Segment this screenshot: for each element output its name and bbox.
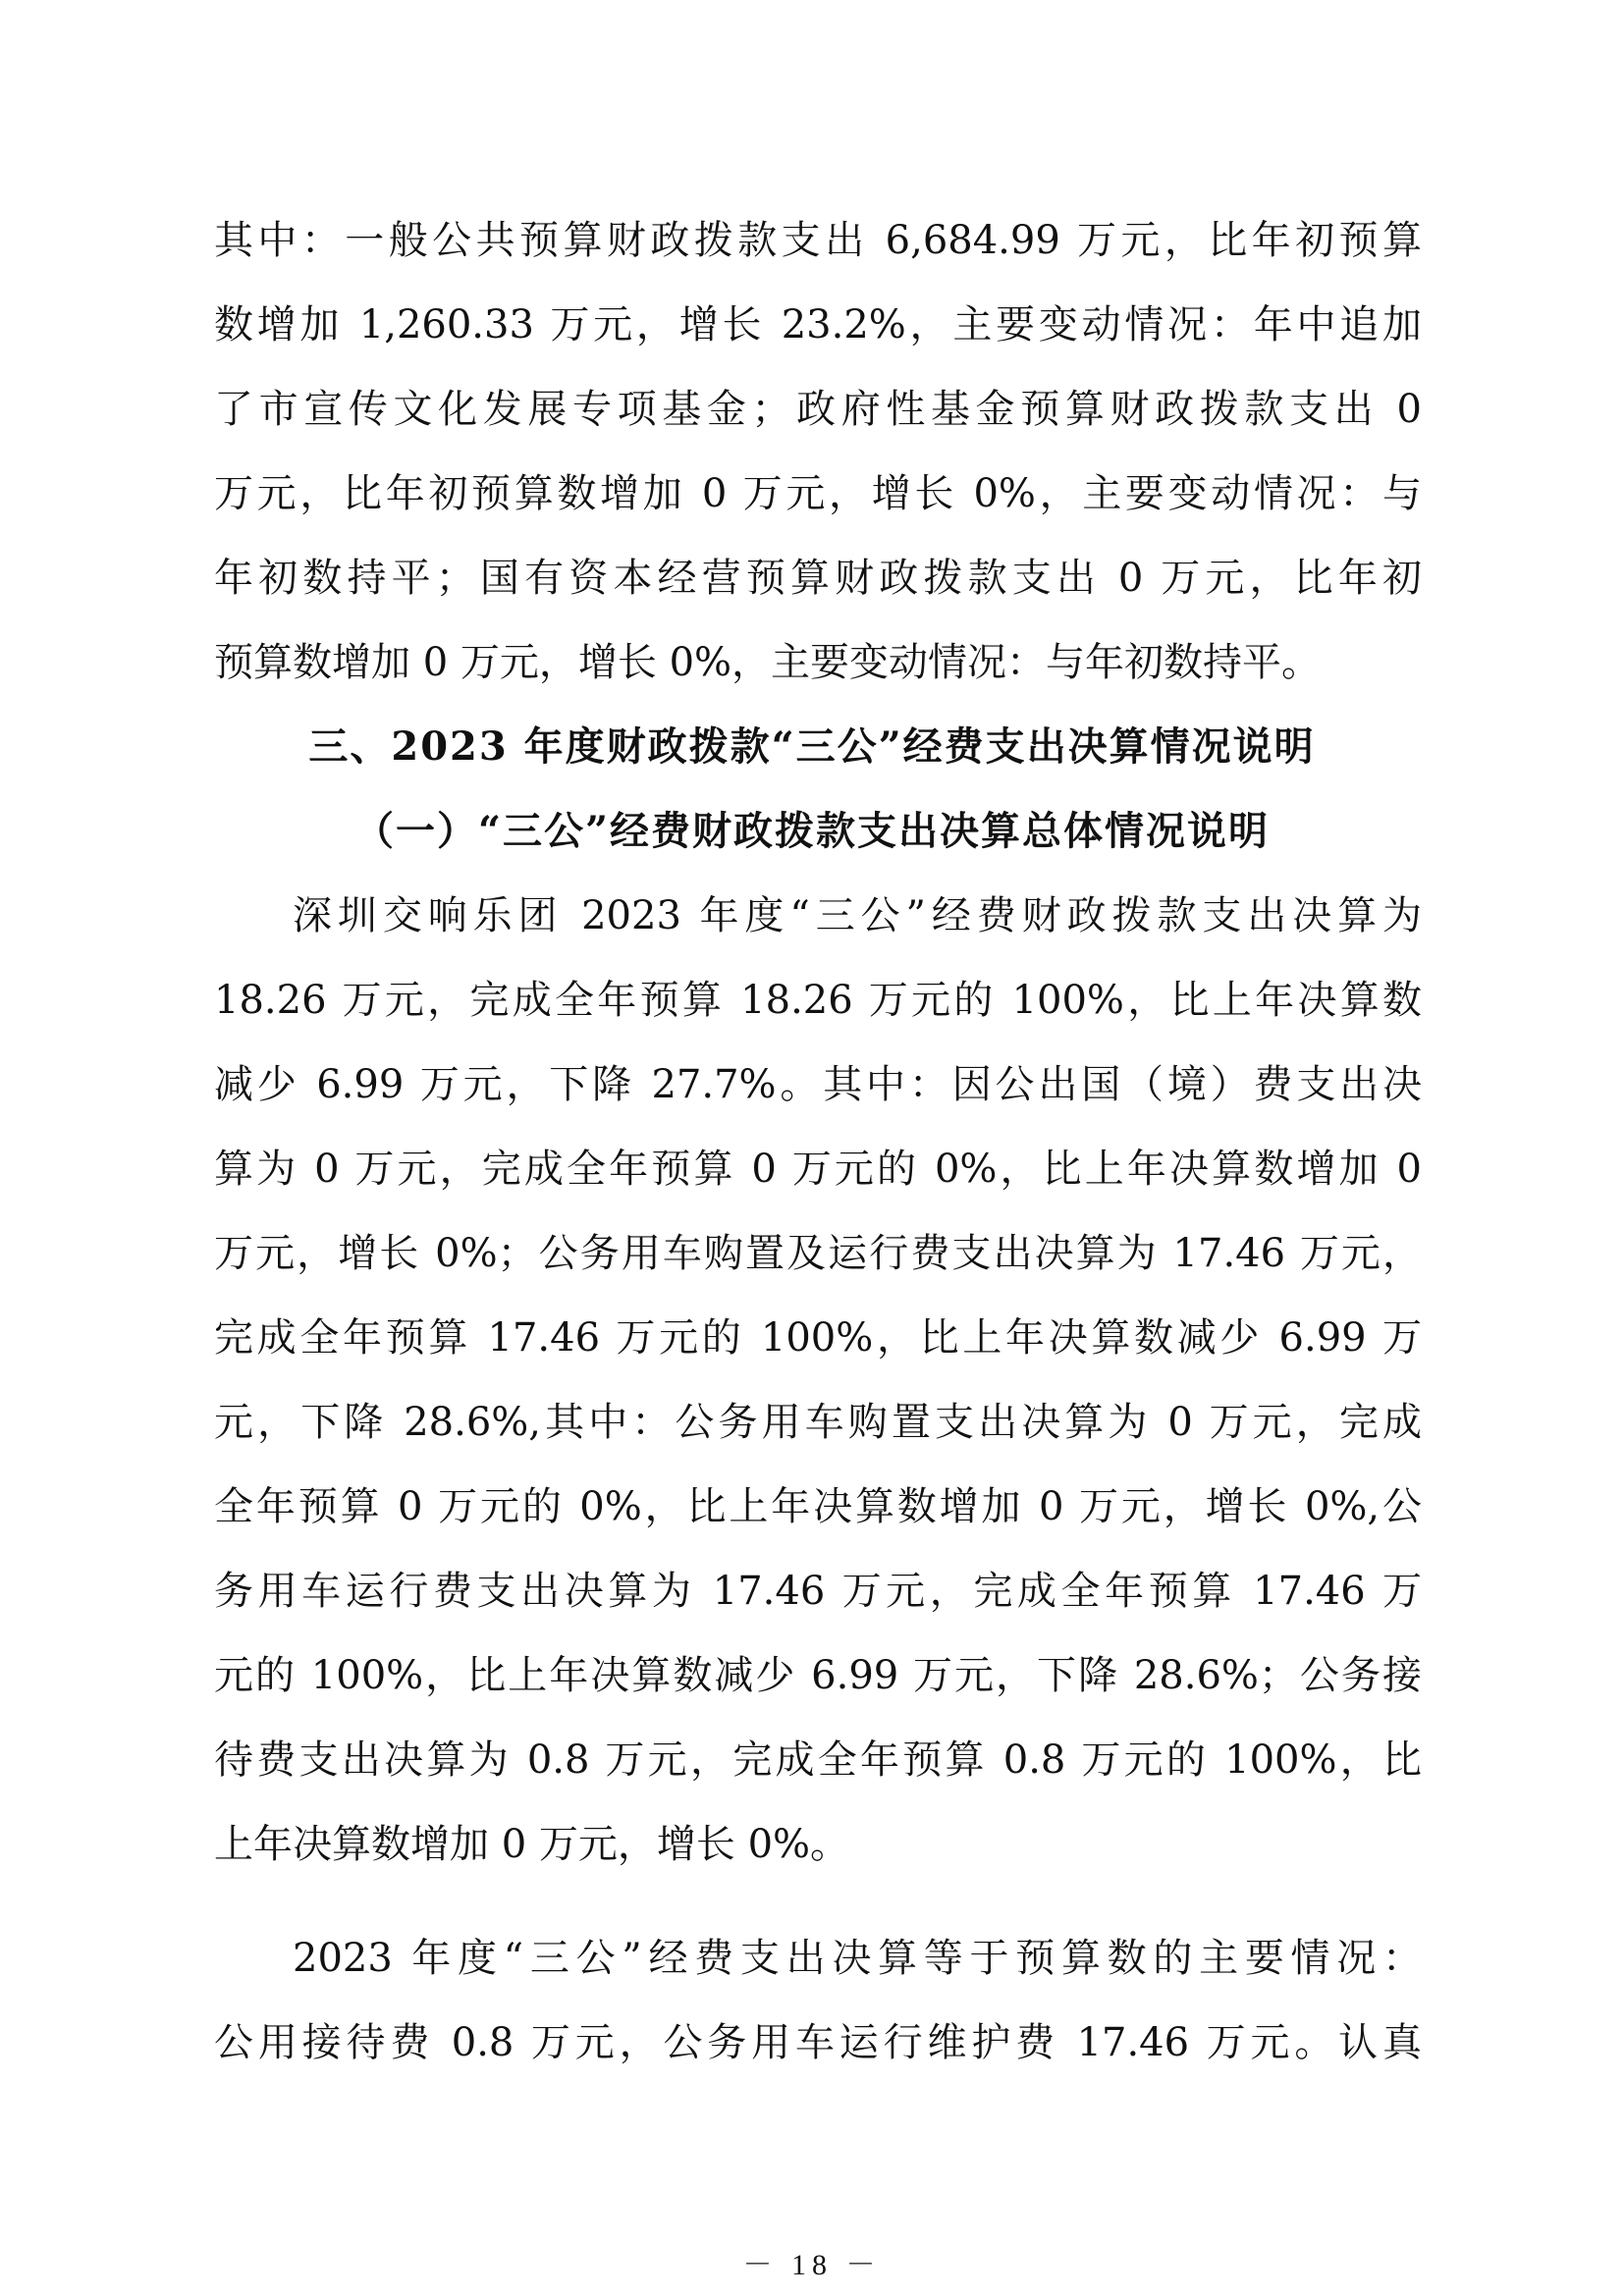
text-line: 算为 0 万元，完成全年预算 0 万元的 0%，比上年决算数增加 0: [214, 1147, 1422, 1192]
text-line: 公用接待费 0.8 万元，公务用车运行维护费 17.46 万元。认真: [214, 2020, 1422, 2065]
subsection-heading: （一）“三公”经费财政拨款支出决算总体情况说明: [353, 808, 1270, 854]
text-line: 2023 年度“三公”经费支出决算等于预算数的主要情况：: [293, 1936, 1422, 1981]
text-line: 18.26 万元，完成全年预算 18.26 万元的 100%，比上年决算数: [214, 978, 1422, 1023]
text-line: 年初数持平；国有资本经营预算财政拨款支出 0 万元，比年初: [214, 556, 1422, 601]
text-line: 万元，增长 0%；公务用车购置及运行费支出决算为 17.46 万元，: [214, 1231, 1422, 1276]
text-line: 元，下降 28.6%,其中：公务用车购置支出决算为 0 万元，完成: [214, 1400, 1422, 1445]
text-line: 元的 100%，比上年决算数减少 6.99 万元，下降 28.6%；公务接: [214, 1653, 1422, 1698]
text-line: 完成全年预算 17.46 万元的 100%，比上年决算数减少 6.99 万: [214, 1315, 1422, 1361]
text-line: 其中：一般公共预算财政拨款支出 6,684.99 万元，比年初预算: [214, 218, 1422, 263]
text-line: 了市宣传文化发展专项基金；政府性基金预算财政拨款支出 0: [214, 387, 1422, 432]
page-number: － 18 －: [742, 2249, 882, 2281]
text-line: 待费支出决算为 0.8 万元，完成全年预算 0.8 万元的 100%，比: [214, 1737, 1422, 1783]
text-line: 减少 6.99 万元，下降 27.7%。其中：因公出国（境）费支出决: [214, 1062, 1422, 1107]
text-line: 预算数增加 0 万元，增长 0%，主要变动情况：与年初数持平。: [214, 640, 1322, 685]
text-line: 深圳交响乐团 2023 年度“三公”经费财政拨款支出决算为: [293, 893, 1422, 938]
text-line: 全年预算 0 万元的 0%，比上年决算数增加 0 万元，增长 0%,公: [214, 1484, 1422, 1529]
text-line: 上年决算数增加 0 万元，增长 0%。: [214, 1822, 850, 1867]
section-heading: 三、2023 年度财政拨款“三公”经费支出决算情况说明: [308, 723, 1316, 770]
text-line: 务用车运行费支出决算为 17.46 万元，完成全年预算 17.46 万: [214, 1569, 1422, 1614]
text-line: 万元，比年初预算数增加 0 万元，增长 0%，主要变动情况：与: [214, 471, 1422, 516]
text-line: 数增加 1,260.33 万元，增长 23.2%，主要变动情况：年中追加: [214, 302, 1422, 347]
